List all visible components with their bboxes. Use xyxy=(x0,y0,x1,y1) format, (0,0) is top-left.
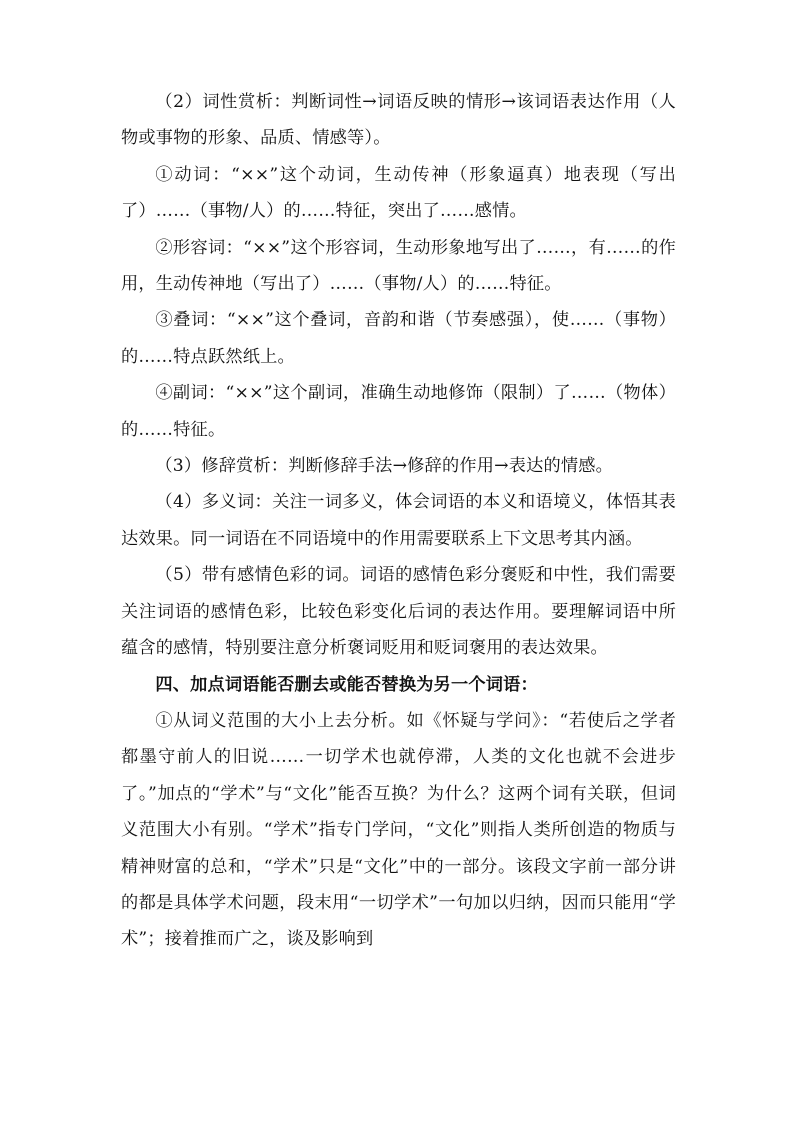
paragraph-part-of-speech-analysis: （2）词性赏析：判断词性→词语反映的情形→该词语表达作用（人物或事物的形象、品质、情感等）。 xyxy=(121,92,676,149)
paragraph-verb: ①动词：“××”这个动词，生动传神（形象逼真）地表现（写出了）……（事物/人）的……特征，突出了……感情。 xyxy=(121,164,676,222)
paragraph-adjective: ②形容词：“××”这个形容词，生动形象地写出了……，有……的作用，生动传神地（写出了）……（事物/人）的……特征。 xyxy=(121,237,676,295)
paragraph-reduplicated-word: ③叠词：“××”这个叠词，音韵和谐（节奏感强），使……（事物）的……特点跃然纸上。 xyxy=(121,310,676,367)
paragraph-emotional-color: （5）带有感情色彩的词。词语的感情色彩分褒贬和中性，我们需要关注词语的感情色彩，比较色彩变化后词的表达作用。要理解词语中所蕴含的感情，特别要注意分析褒词贬用和贬词褒用的表达效果。 xyxy=(121,565,676,659)
paragraph-word-scope-analysis: ①从词义范围的大小上去分析。如《怀疑与学问》：“若使后之学者都墨守前人的旧说……一切学术也就停滞，人类的文化也就不会进步了。”加点的“学术”与“文化”能否互换？为什么？这两个词有关联，但词义范围大小有别。“学术”指专门学问，“文化”则指人类所创造的物质与精神财富的总和，“学术”只是“文化”中的一部分。该段文字前一部分讲的都是具体学术问题，段末用“一切学术”一句加以归纳，因而只能用“学术”；接着推而广之，谈及影响到 xyxy=(121,710,676,950)
document-body xyxy=(121,84,676,958)
paragraph-rhetoric-analysis: （3）修辞赏析：判断修辞手法→修辞的作用→表达的情感。 xyxy=(155,456,614,477)
section-heading-four: 四、加点词语能否删去或能否替换为另一个词语： xyxy=(155,674,538,695)
paragraph-adverb: ④副词：“××”这个副词，准确生动地修饰（限制）了……（物体）的……特征。 xyxy=(121,383,676,440)
paragraph-polysemous-word: （4）多义词：关注一词多义，体会词语的本义和语境义，体悟其表达效果。同一词语在不同语境中的作用需要联系上下文思考其内涵。 xyxy=(121,492,676,549)
